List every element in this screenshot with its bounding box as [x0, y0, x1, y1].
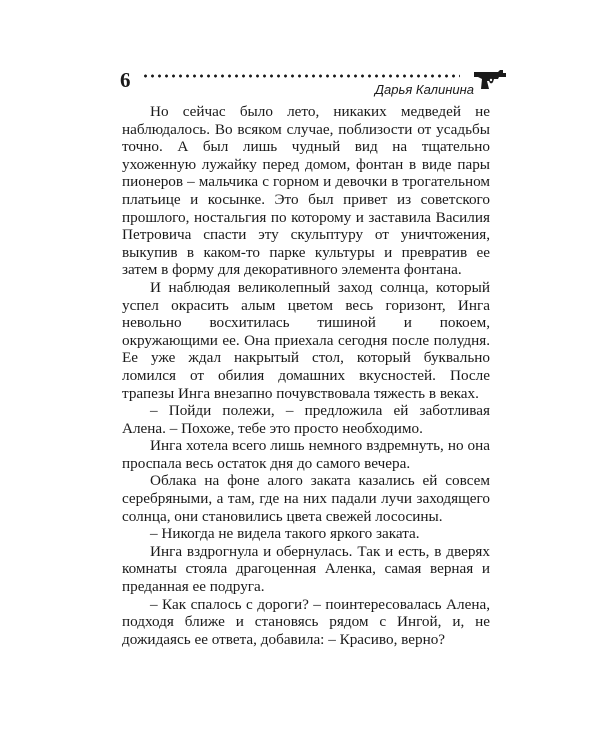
paragraph: – Как спалось с дороги? – поинтересовалась Алена, подходя ближе и становясь рядом с Ингой, и, не дожидаясь ее ответа, добавила: – Красиво, верно?	[122, 595, 490, 648]
paragraph: – Пойди полежи, – предложила ей заботливая Алена. – Похоже, тебе это просто необходимо.	[122, 402, 490, 437]
revolver-icon	[472, 68, 508, 90]
paragraph: Но сейчас было лето, никаких медведей не наблюдалось. Во всяком случае, поблизости от усадьбы точно. А был лишь чудный вид на тщательно ухоженную лужайку перед домом, фонтан в виде пары пионеров – мальчика с горном и девочки в трогательном платьице и косынке. Это был привет из советского прошлого, ностальгия по которому и заставила Василия Петровича спасти эту скульптуру от уничтожения, выкупив в каком-то парке культуры и превратив ее затем в форму для декоративного элемента фонтана.	[122, 103, 490, 279]
paragraph: И наблюдая великолепный заход солнца, который успел окрасить алым цветом весь горизонт, Инга невольно восхитилась тишиной и покоем, окружающими ее. Она приехала сегодня после полудня. Ее уже ждал накрытый стол, который буквально ломился от обилия домашних вкусностей. После трапезы Инга внезапно почувствовала тяжесть в веках.	[122, 278, 490, 402]
page-number: 6	[120, 68, 131, 92]
body-text	[122, 103, 490, 648]
paragraph: Инга вздрогнула и обернулась. Так и есть, в дверях комнаты стояла драгоценная Аленка, самая верная и преданная ее подруга.	[122, 542, 490, 596]
running-header	[120, 68, 500, 97]
paragraph: Облака на фоне алого заката казались ей совсем серебряными, а там, где на них падали лучи заходящего солнца, они становились цвета свежей лососины.	[122, 472, 490, 525]
paragraph: – Никогда не видела такого яркого заката.	[150, 525, 420, 543]
paragraph: Инга хотела всего лишь немного вздремнуть, но она проспала весь остаток дня до самого вечера.	[122, 437, 490, 472]
author-name: Дарья Калинина	[374, 82, 474, 97]
dotted-rule	[142, 72, 460, 80]
